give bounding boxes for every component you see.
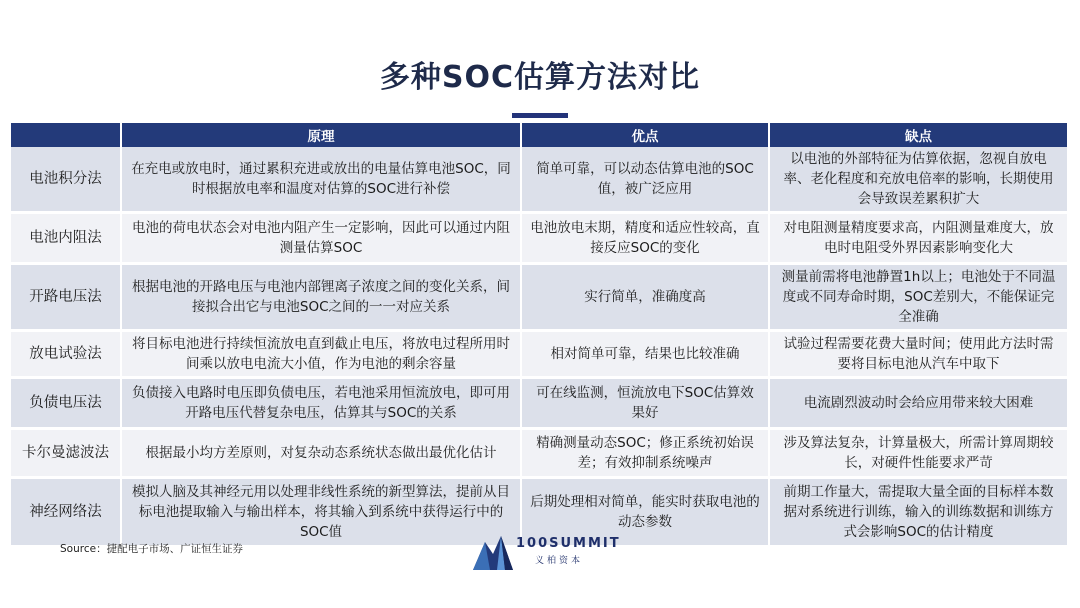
header-principle: 原理 — [121, 123, 521, 147]
principle-cell: 在充电或放电时，通过累积充进或放出的电量估算电池SOC，同时根据放电率和温度对估算的SOC进行补偿 — [121, 147, 521, 213]
mountain-icon — [471, 530, 515, 572]
header-pros: 优点 — [521, 123, 769, 147]
logo-wordmark: 100SUMMIT — [516, 536, 621, 551]
company-logo — [471, 530, 641, 572]
method-cell: 电池积分法 — [11, 147, 121, 213]
pros-cell: 精确测量动态SOC；修正系统初始误差；有效抑制系统噪声 — [521, 429, 769, 478]
pros-cell: 后期处理相对简单，能实时获取电池的动态参数 — [521, 478, 769, 547]
principle-cell: 负债接入电路时电压即负债电压，若电池采用恒流放电，即可用开路电压代替复杂电压，估算其与SOC的关系 — [121, 378, 521, 429]
logo-chinese-name: 义柏资本 — [535, 556, 584, 566]
title-underline — [512, 113, 568, 118]
comparison-table — [11, 123, 1067, 548]
principle-cell: 将目标电池进行持续恒流放电直到截止电压，将放电过程所用时间乘以放电电流大小值，作为电池的剩余容量 — [121, 331, 521, 378]
table-row — [11, 331, 1067, 378]
pros-cell: 电池放电末期，精度和适应性较高，直接反应SOC的变化 — [521, 213, 769, 264]
method-cell: 电池内阻法 — [11, 213, 121, 264]
method-cell: 负债电压法 — [11, 378, 121, 429]
pros-cell: 简单可靠，可以动态估算电池的SOC值，被广泛应用 — [521, 147, 769, 213]
cons-cell: 电流剧烈波动时会给应用带来较大困难 — [769, 378, 1067, 429]
pros-cell: 实行简单，准确度高 — [521, 264, 769, 331]
table-row — [11, 264, 1067, 331]
method-cell: 放电试验法 — [11, 331, 121, 378]
principle-cell: 根据电池的开路电压与电池内部锂离子浓度之间的变化关系，间接拟合出它与电池SOC之间的一一对应关系 — [121, 264, 521, 331]
header-method — [11, 123, 121, 147]
principle-cell: 电池的荷电状态会对电池内阻产生一定影响，因此可以通过内阻测量估算SOC — [121, 213, 521, 264]
table-row — [11, 147, 1067, 213]
principle-cell: 根据最小均方差原则，对复杂动态系统状态做出最优化估计 — [121, 429, 521, 478]
cons-cell: 以电池的外部特征为估算依据，忽视自放电率、老化程度和充放电倍率的影响，长期使用会导致误差累积扩大 — [769, 147, 1067, 213]
method-cell: 开路电压法 — [11, 264, 121, 331]
pros-cell: 可在线监测，恒流放电下SOC估算效果好 — [521, 378, 769, 429]
source-note: Source：捷配电子市场、广证恒生证券 — [60, 543, 244, 555]
table-row — [11, 378, 1067, 429]
cons-cell: 对电阻测量精度要求高，内阻测量难度大，放电时电阻受外界因素影响变化大 — [769, 213, 1067, 264]
method-cell: 卡尔曼滤波法 — [11, 429, 121, 478]
method-cell: 神经网络法 — [11, 478, 121, 547]
page-title: 多种SOC估算方法对比 — [379, 60, 701, 95]
cons-cell: 试验过程需要花费大量时间；使用此方法时需要将目标电池从汽车中取下 — [769, 331, 1067, 378]
table-row — [11, 213, 1067, 264]
principle-cell: 模拟人脑及其神经元用以处理非线性系统的新型算法，提前从目标电池提取输入与输出样本，将其输入到系统中获得运行中的SOC值 — [121, 478, 521, 547]
cons-cell: 测量前需将电池静置1h以上；电池处于不同温度或不同寿命时期，SOC差别大，不能保证完全准确 — [769, 264, 1067, 331]
cons-cell: 前期工作量大，需提取大量全面的目标样本数据对系统进行训练，输入的训练数据和训练方式会影响SOC的估计精度 — [769, 478, 1067, 547]
table-header-row — [11, 123, 1067, 147]
table-row — [11, 429, 1067, 478]
header-cons: 缺点 — [769, 123, 1067, 147]
cons-cell: 涉及算法复杂，计算量极大，所需计算周期较长，对硬件性能要求严苛 — [769, 429, 1067, 478]
pros-cell: 相对简单可靠，结果也比较准确 — [521, 331, 769, 378]
